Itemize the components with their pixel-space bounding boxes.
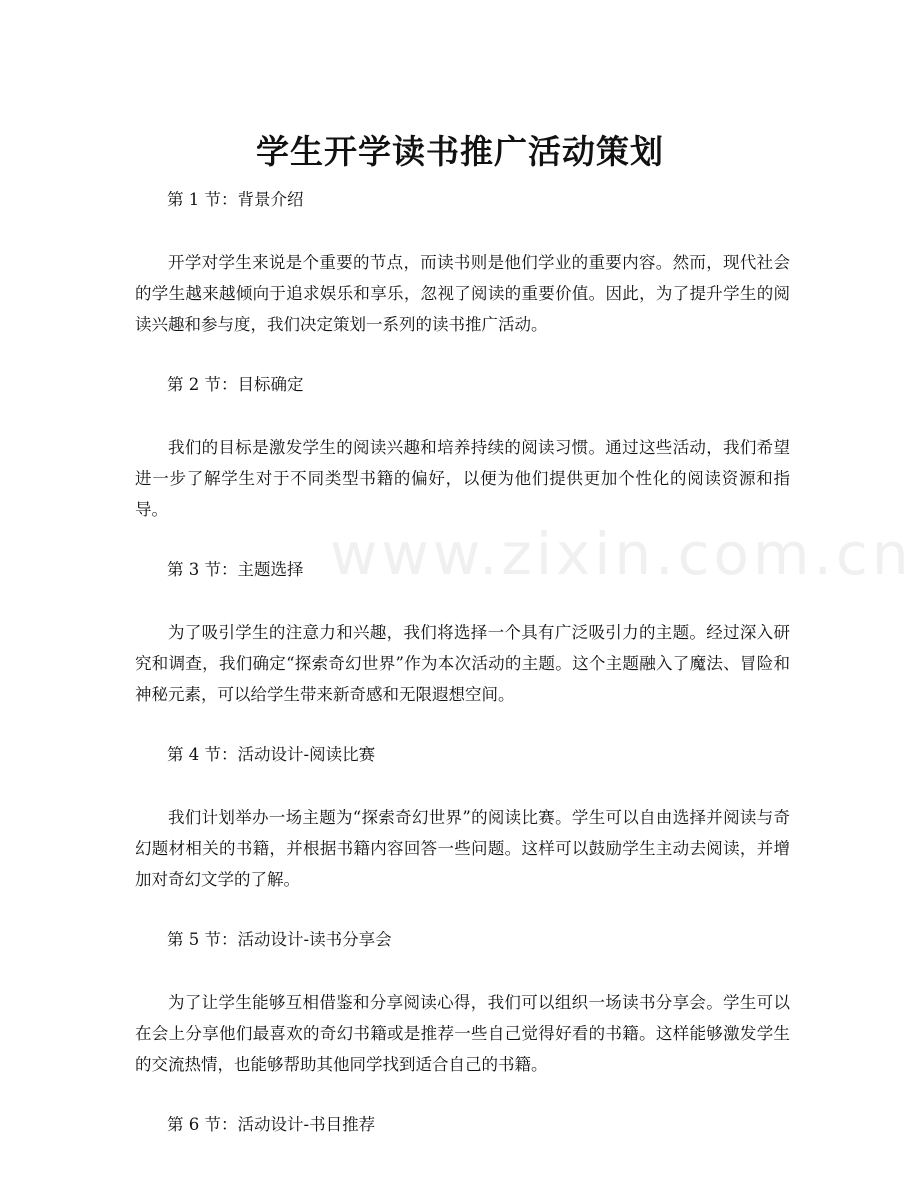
- document-title: 学生开学读书推广活动策划: [256, 132, 664, 172]
- section-paragraph-3: 为了吸引学生的注意力和兴趣，我们将选择一个具有广泛吸引力的主题。经过深入研究和调查，我们确定“探索奇幻世界”作为本次活动的主题。这个主题融入了魔法、冒险和神秘元素，可以给学生带来新奇感和无限遐想空间。: [135, 623, 790, 704]
- section-paragraph-5: 为了让学生能够互相借鉴和分享阅读心得，我们可以组织一场读书分享会。学生可以在会上分享他们最喜欢的奇幻书籍或是推荐一些自己觉得好看的书籍。这样能够激发学生的交流热情，也能够帮助其他同学找到适合自己的书籍。: [135, 993, 790, 1074]
- section-heading-5: 第 5 节：活动设计-读书分享会: [167, 930, 392, 949]
- section-heading-4: 第 4 节：活动设计-阅读比赛: [167, 745, 376, 764]
- section-paragraph-4: 我们计划举办一场主题为“探索奇幻世界”的阅读比赛。学生可以自由选择并阅读与奇幻题材相关的书籍，并根据书籍内容回答一些问题。这样可以鼓励学生主动去阅读，并增加对奇幻文学的了解。: [135, 808, 790, 889]
- watermark: www.zixin.com.cn: [330, 520, 913, 588]
- section-paragraph-2: 我们的目标是激发学生的阅读兴趣和培养持续的阅读习惯。通过这些活动，我们希望进一步了解学生对于不同类型书籍的偏好，以便为他们提供更加个性化的阅读资源和指导。: [135, 438, 790, 519]
- section-heading-2: 第 2 节：目标确定: [167, 375, 304, 394]
- section-heading-1: 第 1 节：背景介绍: [167, 190, 304, 209]
- section-paragraph-1: 开学对学生来说是个重要的节点，而读书则是他们学业的重要内容。然而，现代社会的学生越来越倾向于追求娱乐和享乐，忽视了阅读的重要价值。因此，为了提升学生的阅读兴趣和参与度，我们决定策划一系列的读书推广活动。: [135, 253, 790, 334]
- document-body: [135, 185, 790, 1172]
- section-heading-3: 第 3 节：主题选择: [167, 560, 304, 579]
- section-heading-6: 第 6 节：活动设计-书目推荐: [167, 1115, 376, 1134]
